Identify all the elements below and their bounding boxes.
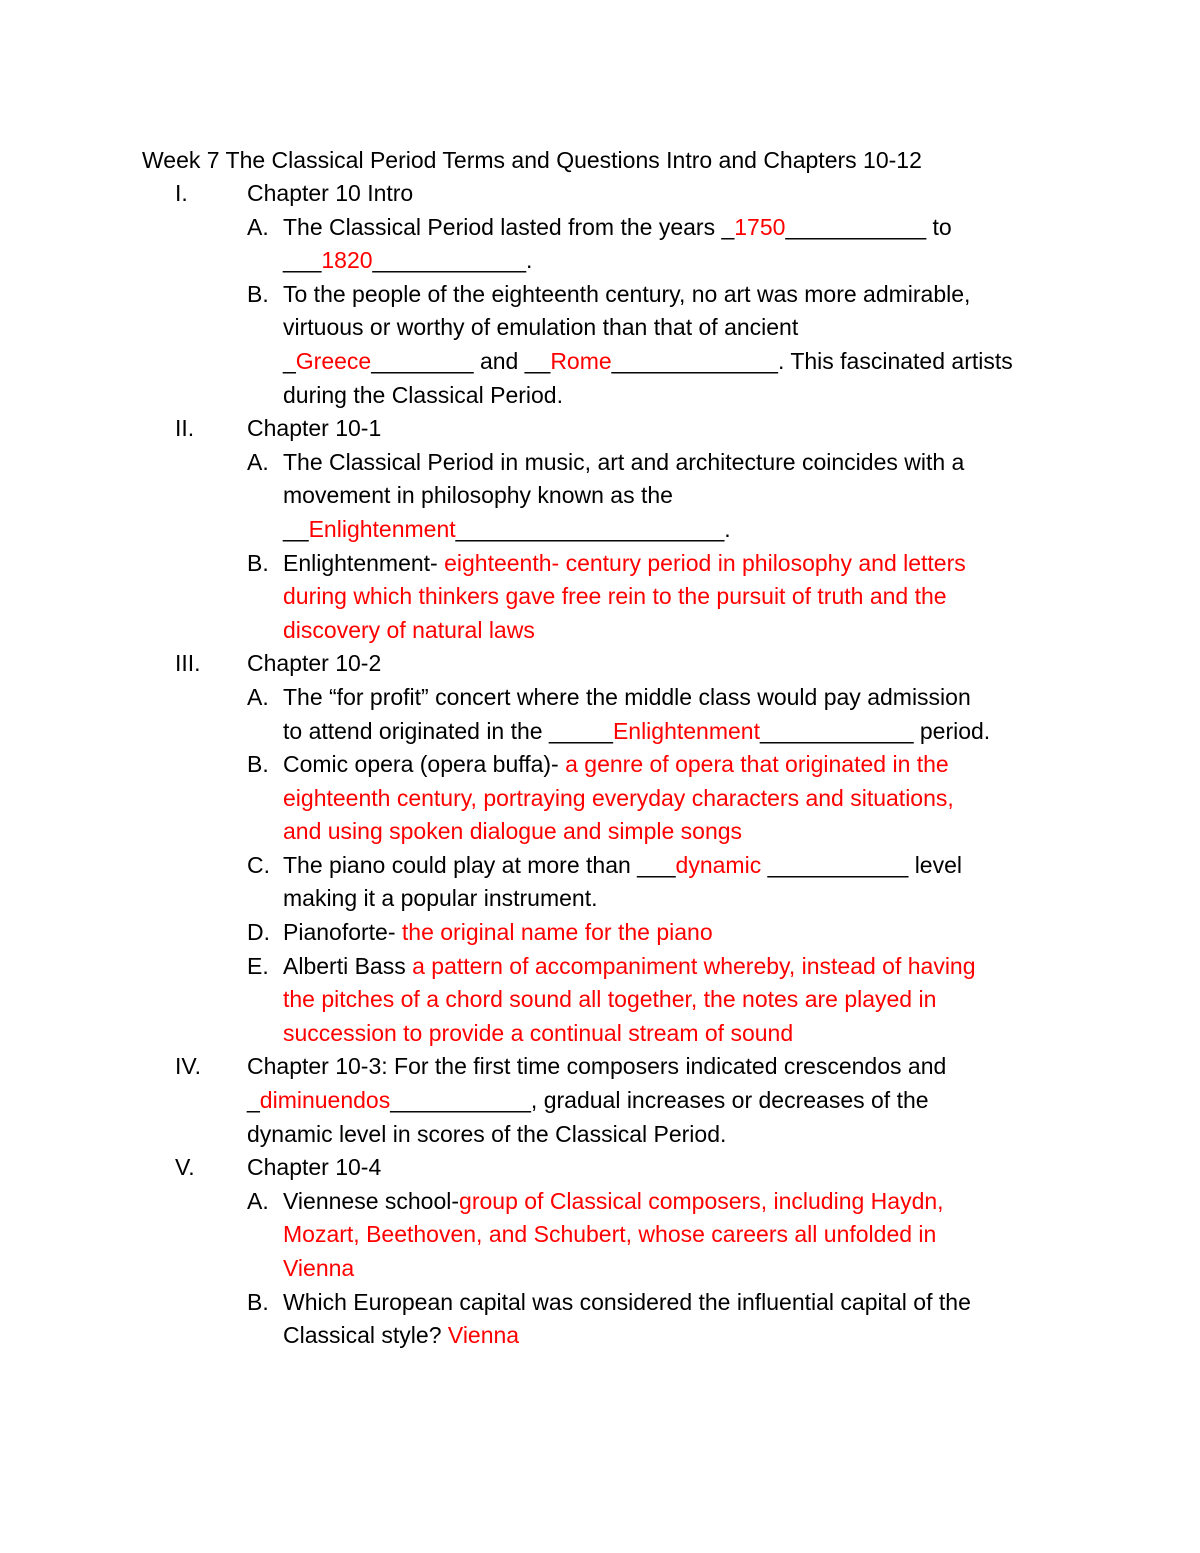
answer-text: Rome [550, 347, 612, 374]
outline-item [0, 547, 1200, 648]
outline-text [283, 547, 1063, 648]
prompt-text: The piano could play at more than ___ [283, 851, 676, 878]
outline-marker: III. [175, 650, 201, 677]
text-line [283, 580, 1063, 614]
text-line [283, 446, 1063, 480]
outline-list [0, 177, 1200, 1353]
outline-text [283, 278, 1063, 412]
answer-text: Enlightenment [308, 515, 456, 542]
answer-text: succession to provide a continual stream of sound [283, 1019, 794, 1046]
text-line [283, 950, 1063, 984]
outline-marker: B. [247, 751, 269, 778]
outline-marker: II. [175, 415, 195, 442]
text-line [283, 1218, 1063, 1252]
outline-text [247, 1050, 1057, 1151]
prompt-text: virtuous or worthy of emulation than that of ancient [283, 314, 799, 341]
outline-text [283, 446, 1063, 547]
outline-marker: V. [175, 1154, 195, 1181]
outline-marker: B. [247, 1288, 269, 1315]
prompt-text: making it a popular instrument. [283, 885, 598, 912]
answer-text: dynamic [675, 851, 762, 878]
text-line [247, 1118, 1057, 1152]
outline-item [0, 950, 1200, 1051]
section-5 [0, 1151, 1200, 1185]
text-line [283, 748, 1063, 782]
outline-text [283, 1185, 1063, 1286]
section-1 [0, 177, 1200, 211]
answer-text: a pattern of accompaniment whereby, instead of having [412, 952, 976, 979]
prompt-text: ____________. [372, 247, 533, 274]
prompt-text: ________ and __ [371, 347, 551, 374]
prompt-text: Comic opera (opera buffa)- [283, 751, 566, 778]
outline-text [247, 1151, 1057, 1185]
answer-text: 1820 [321, 247, 373, 274]
answer-text: Enlightenment [612, 717, 760, 744]
answer-text: the original name for the piano [401, 919, 713, 946]
text-line [283, 1319, 1063, 1353]
outline-marker: B. [247, 549, 269, 576]
prompt-text: _____________. This fascinated artists [611, 347, 1013, 374]
prompt-text: __ [283, 515, 309, 542]
prompt-text: Classical style? [283, 1322, 448, 1349]
outline-item [0, 849, 1200, 916]
text-line [283, 882, 1063, 916]
prompt-text: ___ [283, 247, 322, 274]
answer-text: group of Classical composers, including Haydn, [459, 1187, 944, 1214]
prompt-text: to attend originated in the _____ [283, 717, 613, 744]
prompt-text: ___________, gradual increases or decreases of the [390, 1087, 929, 1114]
outline-marker: I. [175, 180, 188, 206]
answer-text: the pitches of a chord sound all together, the notes are played in [283, 986, 937, 1013]
outline-marker: C. [247, 851, 270, 878]
prompt-text: ___________ to [785, 213, 952, 240]
section-4 [0, 1050, 1200, 1151]
answer-text: eighteenth- century period in philosophy and letters [444, 549, 966, 576]
text-line [283, 547, 1063, 581]
text-line [283, 849, 1063, 883]
outline-text [247, 177, 1057, 211]
prompt-text: The Classical Period lasted from the years _ [283, 213, 735, 240]
answer-text: eighteenth century, portraying everyday characters and situations, [283, 784, 954, 811]
text-line [283, 815, 1063, 849]
text-line [283, 345, 1063, 379]
outline-marker: A. [247, 213, 269, 240]
prompt-text: ___________ level [761, 851, 962, 878]
prompt-text: The “for profit” concert where the middle class would pay admission [283, 683, 971, 710]
document-title: Week 7 The Classical Period Terms and Questions Intro and Chapters 10-12 [142, 147, 922, 173]
text-line [283, 244, 1063, 278]
answer-text: Mozart, Beethoven, and Schubert, whose careers all unfolded in [283, 1221, 937, 1248]
prompt-text: Pianoforte- [283, 919, 402, 946]
prompt-text: Alberti Bass [283, 952, 413, 979]
answer-text: diminuendos [259, 1087, 391, 1114]
section-heading: Chapter 10-4 [247, 1154, 382, 1181]
text-line [283, 681, 1063, 715]
text-line [283, 715, 1063, 749]
answer-text: Greece [295, 347, 372, 374]
outline-item [0, 278, 1200, 412]
text-line [283, 614, 1063, 648]
outline-marker: A. [247, 1187, 269, 1214]
prompt-text: _ [247, 1087, 260, 1114]
outline-text [247, 647, 1057, 681]
text-line [283, 211, 1063, 245]
outline-item [0, 916, 1200, 950]
prompt-text: To the people of the eighteenth century, no art was more admirable, [283, 280, 971, 307]
outline-item [0, 1185, 1200, 1286]
text-line [283, 983, 1063, 1017]
text-line [283, 278, 1063, 312]
outline-text [283, 211, 1063, 278]
prompt-text: during the Classical Period. [283, 381, 563, 408]
answer-text: during which thinkers gave free rein to the pursuit of truth and the [283, 583, 947, 610]
prompt-text: Viennese school- [283, 1187, 460, 1214]
answer-text: and using spoken dialogue and simple songs [283, 818, 743, 845]
text-line [283, 1286, 1063, 1320]
outline-text [283, 849, 1063, 916]
section-3 [0, 647, 1200, 681]
answer-text: discovery of natural laws [283, 616, 535, 643]
outline-item [0, 1286, 1200, 1353]
outline-text [247, 412, 1057, 446]
outline-item [0, 446, 1200, 547]
prompt-text: movement in philosophy known as the [283, 482, 673, 509]
prompt-text: dynamic level in scores of the Classical Period. [247, 1120, 727, 1147]
outline-text [283, 916, 1063, 950]
prompt-text: _ [283, 347, 296, 374]
answer-text: 1750 [734, 213, 786, 240]
outline-marker: A. [247, 448, 269, 475]
answer-text: Vienna [447, 1322, 520, 1349]
section-heading: Chapter 10 Intro [247, 180, 414, 206]
answer-text: Vienna [283, 1255, 355, 1281]
text-line [247, 1050, 1057, 1084]
outline-item [0, 748, 1200, 849]
prompt-text: _____________________. [455, 515, 731, 542]
outline-text [283, 748, 1063, 849]
prompt-text: ____________ period. [759, 717, 991, 744]
text-line [283, 916, 1063, 950]
outline-marker: D. [247, 919, 270, 946]
text-line [283, 782, 1063, 816]
outline-marker: E. [247, 952, 269, 979]
outline-item [0, 211, 1200, 278]
prompt-text: Chapter 10-3: For the first time composers indicated crescendos and [247, 1053, 947, 1080]
outline-marker: IV. [175, 1053, 202, 1080]
text-line [283, 1185, 1063, 1219]
text-line [283, 479, 1063, 513]
text-line [283, 379, 1063, 413]
outline-text [283, 950, 1063, 1051]
text-line [283, 1252, 1063, 1286]
prompt-text: The Classical Period in music, art and architecture coincides with a [283, 448, 965, 475]
text-line [247, 1084, 1057, 1118]
section-2 [0, 412, 1200, 446]
section-heading: Chapter 10-2 [247, 650, 382, 677]
prompt-text: Which European capital was considered the influential capital of the [283, 1288, 971, 1315]
text-line [283, 311, 1063, 345]
outline-text [283, 1286, 1063, 1353]
outline-marker: A. [247, 683, 269, 710]
text-line [283, 1017, 1063, 1051]
answer-text: a genre of opera that originated in the [565, 751, 949, 778]
outline-text [283, 681, 1063, 748]
prompt-text: Enlightenment- [283, 549, 445, 576]
text-line [283, 513, 1063, 547]
outline-marker: B. [247, 280, 269, 307]
section-heading: Chapter 10-1 [247, 415, 382, 442]
outline-item [0, 681, 1200, 748]
